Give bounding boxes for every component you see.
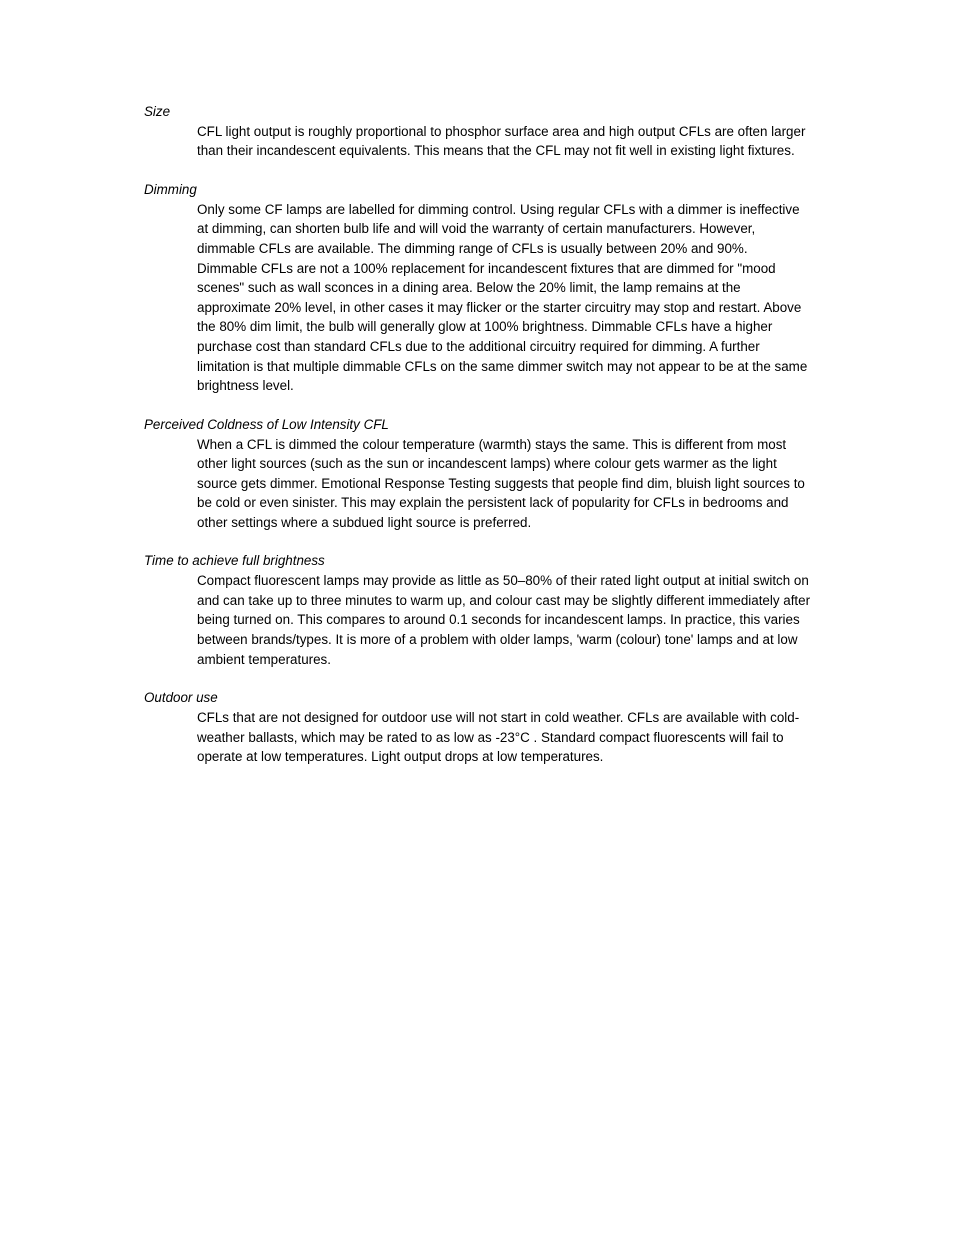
section-size — [144, 102, 814, 161]
section-paragraph: CFL light output is roughly proportional to phosphor surface area and high output CFLs are often larger than their incandescent equivalents. This means that the CFL may not fit well in existing light fixtures. — [197, 123, 806, 159]
section-perceived-coldness — [144, 415, 814, 533]
section-heading: Outdoor use — [144, 690, 218, 706]
section-heading: Perceived Coldness of Low Intensity CFL — [144, 416, 389, 432]
section-paragraph: When a CFL is dimmed the colour temperature (warmth) stays the same. This is different from most other light sources (such as the sun or incandescent lamps) where colour gets warmer as the light source gets dimmer. Emotional Response Testing suggests that people find dim, bluish light sources to be cold or even sinister. This may explain the persistent lack of popularity for CFLs in bedrooms and other settings where a subdued light source is preferred. — [197, 436, 805, 530]
section-full-brightness — [144, 551, 814, 669]
section-paragraph: CFLs that are not designed for outdoor use will not start in cold weather. CFLs are available with cold-weather ballasts, which may be rated to as low as -23°C . Standard compact fluorescents will fail to operate at low temperatures. Light output drops at low temperatures. — [197, 710, 800, 765]
section-heading: Size — [144, 104, 171, 119]
section-dimming — [144, 180, 814, 396]
section-paragraph: Only some CF lamps are labelled for dimming control. Using regular CFLs with a dimmer is ineffective at dimming, can shorten bulb life and will void the warranty of certain manufacturers. However, dimmable CFLs are available. The dimming range of CFLs is usually between 20% and 90%. Dimmable CFLs are not a 100% replacement for incandescent fixtures that are dimmed for "mood scenes" such as wall sconces in a dining area. Below the 20% limit, the lamp remains at the approximate 20% level, in other cases it may flicker or the starter circuitry may stop and restart. Above the 80% dim limit, the bulb will generally glow at 100% brightness. Dimmable CFLs have a higher purchase cost than standard CFLs due to the additional circuitry required for dimming. A further limitation is that multiple dimmable CFLs on the same dimmer switch may not appear to be at the same brightness level. — [197, 201, 808, 394]
section-outdoor-use — [144, 688, 814, 767]
document-page — [144, 102, 814, 786]
section-paragraph: Compact fluorescent lamps may provide as little as 50–80% of their rated light output at initial switch on and can take up to three minutes to warm up, and colour cast may be slightly different immediately after being turned on. This compares to around 0.1 seconds for incandescent lamps. In practice, this varies between brands/types. It is more of a problem with older lamps, 'warm (colour) tone' lamps and at low ambient temperatures. — [197, 573, 811, 667]
section-heading: Dimming — [144, 181, 197, 197]
section-heading: Time to achieve full brightness — [144, 553, 325, 569]
